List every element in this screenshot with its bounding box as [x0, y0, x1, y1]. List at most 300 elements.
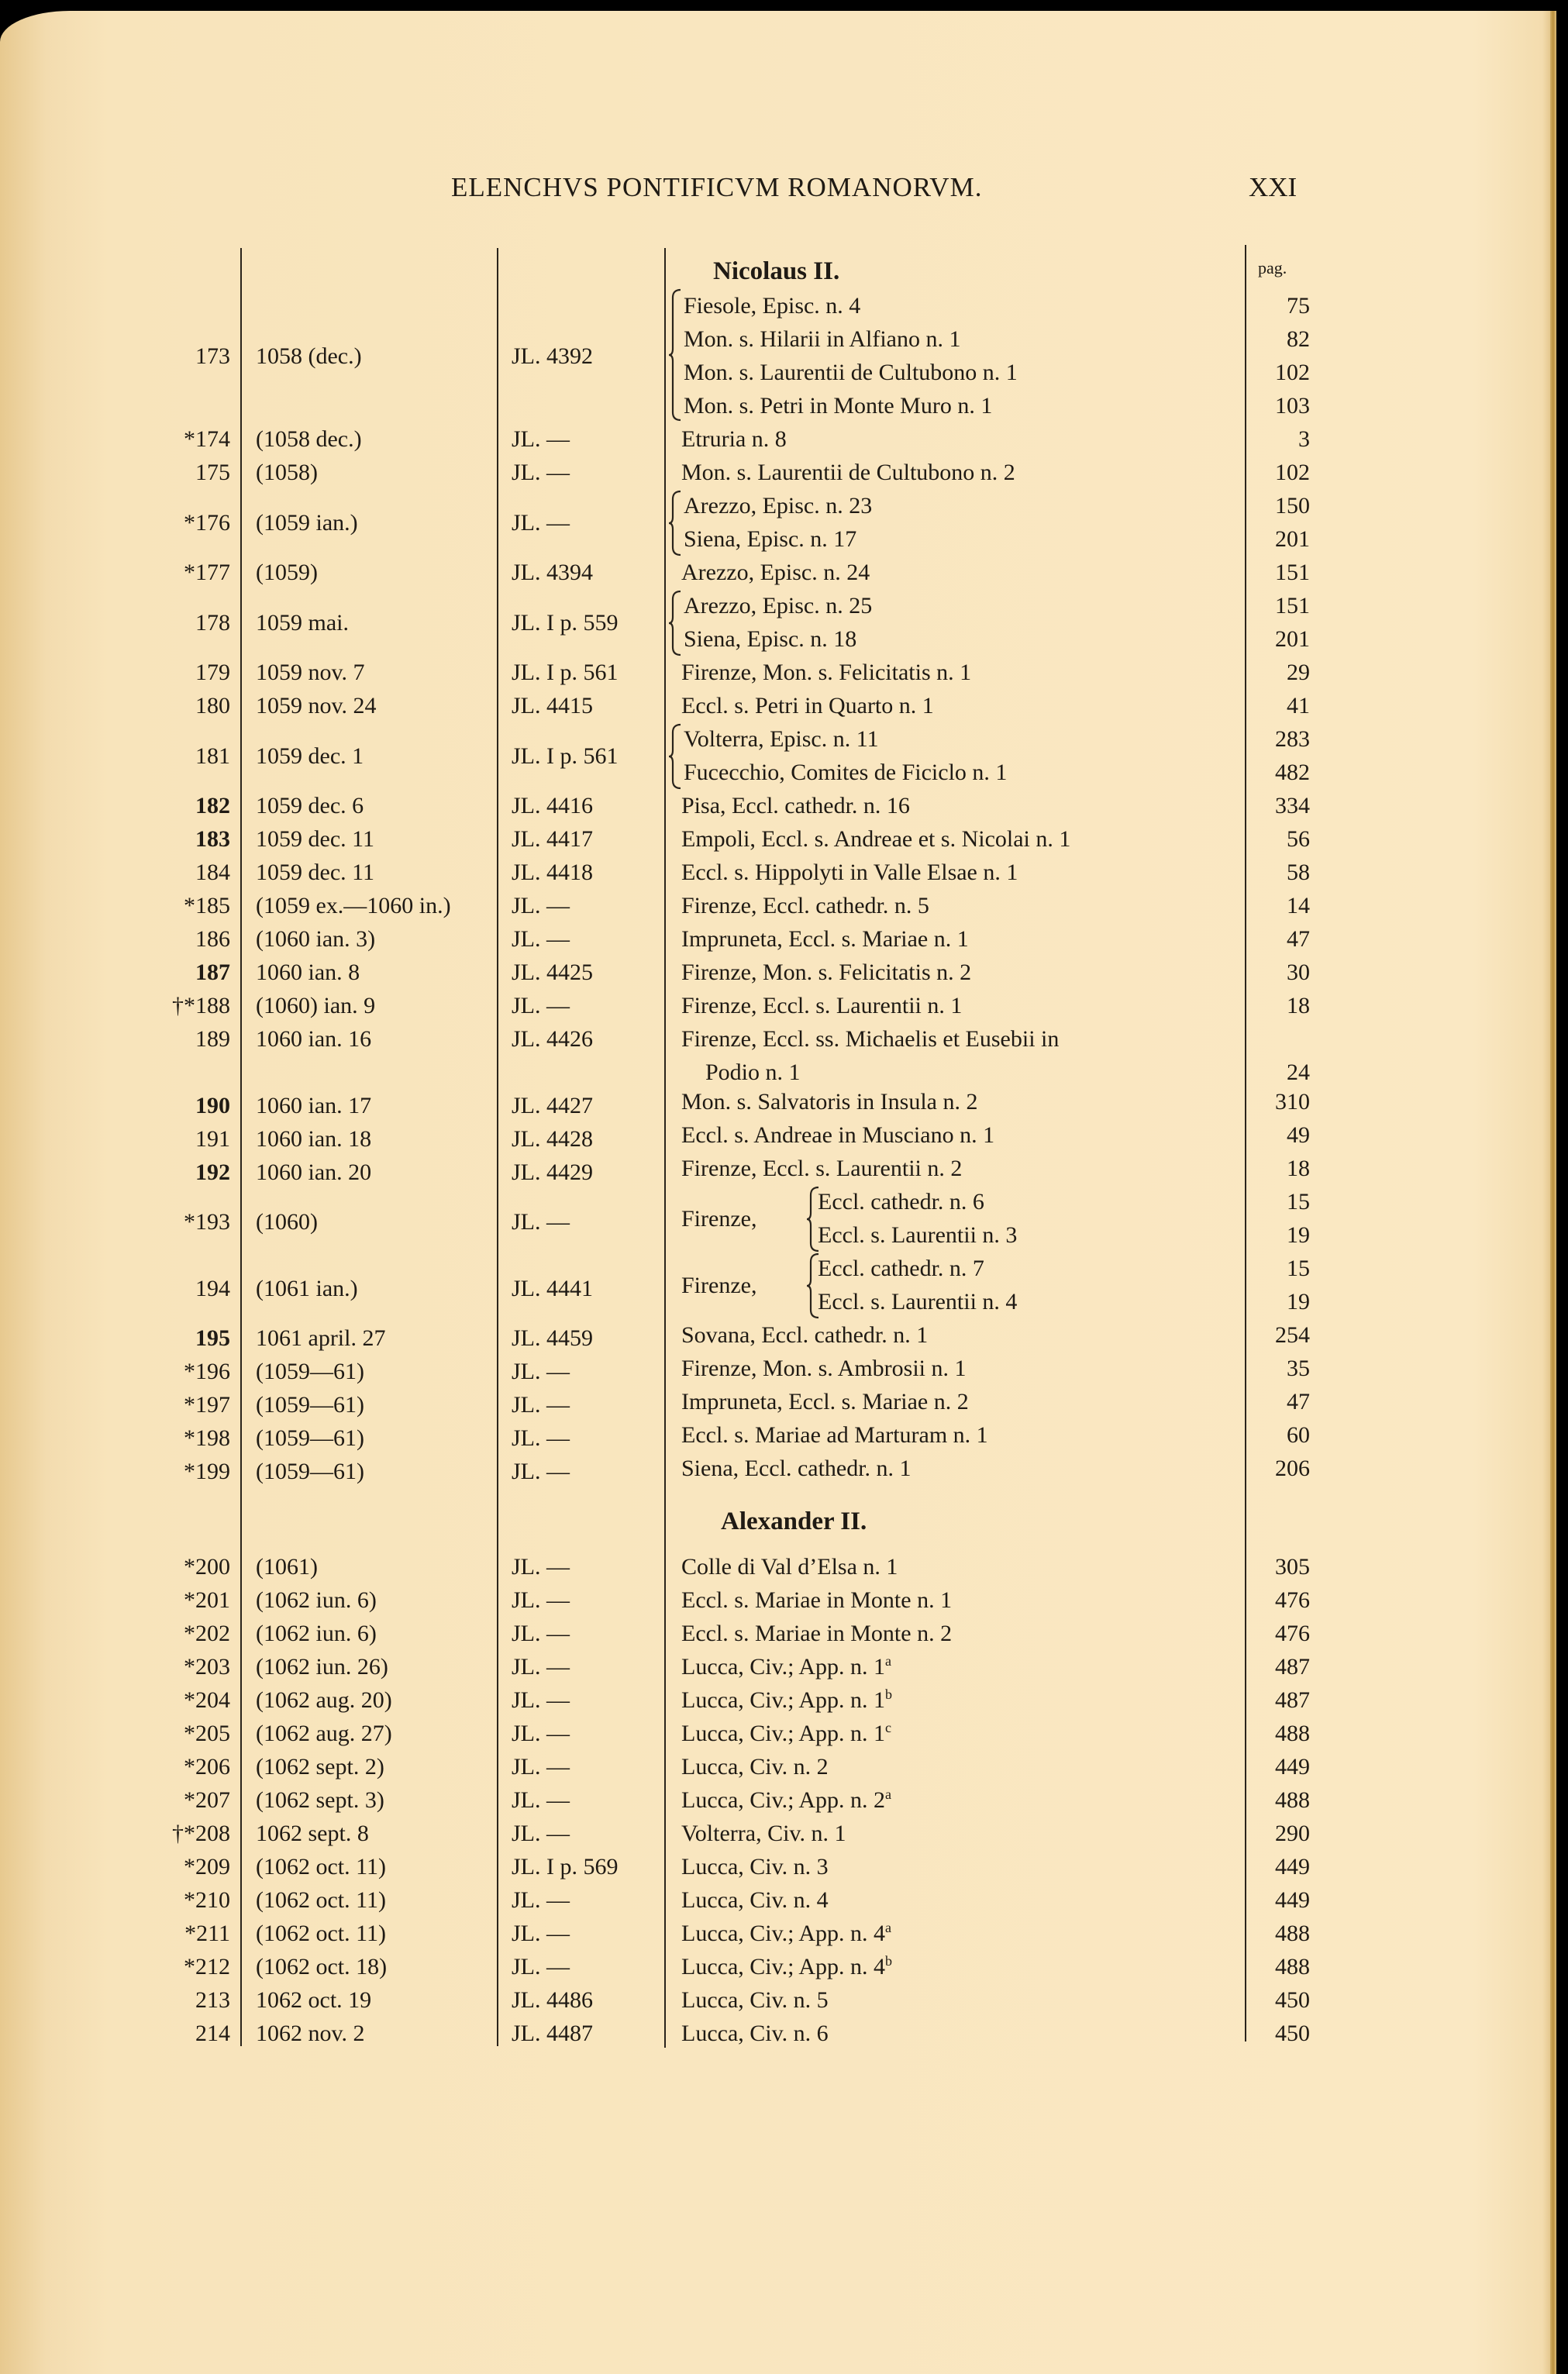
- page-reference: 201: [1275, 526, 1310, 552]
- archive-entry-text: Firenze, Mon. s. Ambrosii n. 1: [681, 1356, 967, 1381]
- page-reference: 103: [1275, 393, 1310, 419]
- archive-entry-text: Pisa, Eccl. cathedr. n. 16: [681, 793, 910, 818]
- archive-entry: [681, 1687, 892, 1714]
- archive-entry-text: Lucca, Civ.; App. n. 4: [681, 1921, 886, 1946]
- archive-entry-text: Eccl. s. Mariae ad Marturam n. 1: [681, 1422, 988, 1448]
- archive-entry: [681, 1621, 952, 1647]
- archive-entry-text: Mon. s. Laurentii de Cultubono n. 1: [684, 360, 1018, 385]
- archive-entry-text: Eccl. cathedr. n. 6: [818, 1189, 984, 1215]
- regest-date: (1062 oct. 11): [256, 1887, 387, 1913]
- page-reference: 58: [1287, 860, 1310, 885]
- jaffe-reference: JL. 4415: [512, 693, 593, 718]
- jaffe-reference: JL. 4428: [512, 1126, 593, 1152]
- regest-number: 189: [195, 1026, 230, 1052]
- archive-entry-text: Volterra, Civ. n. 1: [681, 1821, 846, 1846]
- archive-entry-text: Eccl. s. Laurentii n. 4: [818, 1289, 1018, 1314]
- regest-number: 213: [195, 1987, 230, 2013]
- archive-entry-text: Firenze, Eccl. cathedr. n. 5: [681, 893, 929, 918]
- archive-entry-text: Mon. s. Petri in Monte Muro n. 1: [684, 393, 993, 419]
- archive-entry: [681, 926, 969, 953]
- regest-number: *212: [184, 1954, 230, 1979]
- footnote-letter: b: [885, 1687, 893, 1702]
- regest-number: *207: [184, 1787, 230, 1813]
- regest-date: 1059 dec. 1: [256, 743, 364, 769]
- regest-date: (1059): [256, 560, 318, 585]
- archive-entry-text: Siena, Episc. n. 17: [684, 526, 857, 552]
- regest-number: 187: [195, 960, 230, 985]
- regest-number: *174: [184, 426, 230, 452]
- page-reference: 29: [1287, 660, 1310, 685]
- regest-number: 214: [195, 2021, 230, 2046]
- jaffe-reference: JL. I p. 569: [512, 1854, 619, 1880]
- archive-entry-text: Sovana, Eccl. cathedr. n. 1: [681, 1322, 929, 1348]
- regest-date: (1062 oct. 11): [256, 1921, 387, 1946]
- regest-number: *193: [184, 1209, 230, 1235]
- regest-number: *185: [184, 893, 230, 918]
- page-reference: 488: [1275, 1787, 1310, 1813]
- page-reference: 47: [1287, 1389, 1310, 1414]
- running-title: ELENCHVS PONTIFICVM ROMANORVM.: [451, 172, 983, 202]
- jaffe-reference: JL. 4441: [512, 1276, 593, 1301]
- regest-number: 179: [195, 660, 230, 685]
- page-reference: 334: [1275, 793, 1310, 818]
- archive-entry: [681, 1089, 978, 1115]
- archive-entry: [681, 560, 870, 586]
- archive-entry: [681, 1954, 892, 1980]
- page-reference: 18: [1287, 1156, 1310, 1181]
- page-reference: 24: [1287, 1060, 1310, 1085]
- page-reference: 488: [1275, 1921, 1310, 1946]
- regest-date: (1062 sept. 3): [256, 1787, 384, 1813]
- jaffe-reference: JL. —: [512, 1392, 570, 1418]
- archive-entry-text: Eccl. s. Andreae in Musciano n. 1: [681, 1122, 995, 1148]
- regest-date: (1059 ian.): [256, 510, 358, 536]
- regest-number: *198: [184, 1425, 230, 1451]
- page-reference: 449: [1275, 1854, 1310, 1880]
- archive-entry: [681, 1921, 891, 1947]
- footnote-letter: a: [885, 1920, 892, 1935]
- archive-entry: [684, 526, 856, 553]
- jaffe-reference: JL. 4426: [512, 1026, 593, 1052]
- archive-entry-text: Arezzo, Episc. n. 23: [684, 493, 873, 519]
- regest-date: (1059—61): [256, 1359, 364, 1384]
- archive-entry-text: Colle di Val d’Elsa n. 1: [681, 1554, 898, 1580]
- page-reference: 476: [1275, 1621, 1310, 1646]
- page-reference: 18: [1287, 993, 1310, 1018]
- jaffe-reference: JL. —: [512, 1754, 570, 1780]
- jaffe-reference: JL. —: [512, 1787, 570, 1813]
- archive-entry-text: Volterra, Episc. n. 11: [684, 726, 879, 752]
- archive-entry-text: Mon. s. Salvatoris in Insula n. 2: [681, 1089, 978, 1115]
- jaffe-reference: JL. 4429: [512, 1159, 593, 1185]
- column-rule-jl: [664, 248, 666, 2048]
- archive-entry: [818, 1222, 1017, 1249]
- archive-entry-text: Eccl. s. Mariae in Monte n. 1: [681, 1587, 953, 1613]
- page-reference: 482: [1275, 760, 1310, 785]
- archive-entry-text: Eccl. s. Hippolyti in Valle Elsae n. 1: [681, 860, 1018, 885]
- regest-date: (1060 ian. 3): [256, 926, 376, 952]
- page-reference: 476: [1275, 1587, 1310, 1613]
- page-reference: 201: [1275, 626, 1310, 652]
- jaffe-reference: JL. —: [512, 1654, 570, 1680]
- archive-entry-text: Lucca, Civ.; App. n. 1: [681, 1721, 886, 1746]
- regest-number: 192: [195, 1159, 230, 1185]
- page-reference: 102: [1275, 460, 1310, 485]
- archive-entry-text: Arezzo, Episc. n. 25: [684, 593, 873, 618]
- jaffe-reference: JL. I p. 559: [512, 610, 619, 636]
- archive-entry: [681, 960, 971, 986]
- page-reference: 102: [1275, 360, 1310, 385]
- archive-entry: [681, 693, 934, 719]
- archive-entry: [681, 893, 929, 919]
- regest-number: *206: [184, 1754, 230, 1780]
- page-reference: 3: [1298, 426, 1310, 452]
- archive-entry-text: Lucca, Civ.; App. n. 1: [681, 1687, 886, 1713]
- archive-entry: [681, 660, 971, 686]
- archive-entry-text: Impruneta, Eccl. s. Mariae n. 1: [681, 926, 969, 952]
- archive-entry: [681, 1754, 829, 1780]
- archive-entry: [681, 1787, 891, 1814]
- regest-number: *210: [184, 1887, 230, 1913]
- regest-number: *201: [184, 1587, 230, 1613]
- page-reference: 449: [1275, 1887, 1310, 1913]
- regest-number: *199: [184, 1459, 230, 1484]
- pontiff-heading: Alexander II.: [721, 1507, 867, 1535]
- page-reference: 19: [1287, 1222, 1310, 1248]
- regest-date: 1060 ian. 18: [256, 1126, 372, 1152]
- archive-entry-text: Firenze, Eccl. s. Laurentii n. 1: [681, 993, 963, 1018]
- page-reference: 35: [1287, 1356, 1310, 1381]
- page-reference: 150: [1275, 493, 1310, 519]
- page-reference: 450: [1275, 1987, 1310, 2013]
- jaffe-reference: JL. —: [512, 1621, 570, 1646]
- regest-date: (1062 oct. 11): [256, 1854, 387, 1880]
- archive-entry-text: Firenze, Eccl. s. Laurentii n. 2: [681, 1156, 963, 1181]
- jaffe-reference: JL. —: [512, 1954, 570, 1979]
- regest-date: 1062 oct. 19: [256, 1987, 372, 2013]
- archive-entry: [818, 1289, 1017, 1315]
- archive-entry: [681, 1654, 891, 1680]
- jaffe-reference: JL. —: [512, 1921, 570, 1946]
- archive-entry-text: Firenze, Mon. s. Felicitatis n. 1: [681, 660, 972, 685]
- archive-entry-text: Siena, Episc. n. 18: [684, 626, 857, 652]
- jaffe-reference: JL. —: [512, 1459, 570, 1484]
- regest-number: 184: [195, 860, 230, 885]
- page-reference: 47: [1287, 926, 1310, 952]
- footnote-letter: a: [885, 1787, 892, 1802]
- page-reference: 290: [1275, 1821, 1310, 1846]
- curly-brace-icon: [668, 590, 684, 660]
- archive-entry-text: Fucecchio, Comites de Ficiclo n. 1: [684, 760, 1008, 785]
- regest-number: *197: [184, 1392, 230, 1418]
- regest-number: 181: [195, 743, 230, 769]
- regest-date: (1060) ian. 9: [256, 993, 376, 1018]
- jaffe-reference: JL. —: [512, 1554, 570, 1580]
- regest-number: *205: [184, 1721, 230, 1746]
- archive-entry: [681, 1389, 969, 1415]
- regest-date: 1060 ian. 17: [256, 1093, 372, 1118]
- regest-date: (1060): [256, 1209, 318, 1235]
- page-reference: 488: [1275, 1721, 1310, 1746]
- archive-entry-text: Firenze, Eccl. ss. Michaelis et Eusebii in: [681, 1026, 1060, 1052]
- regest-number: *200: [184, 1554, 230, 1580]
- jaffe-reference: JL. —: [512, 460, 570, 485]
- regest-date: 1062 sept. 8: [256, 1821, 369, 1846]
- regest-date: 1060 ian. 16: [256, 1026, 372, 1052]
- regest-date: (1062 sept. 2): [256, 1754, 384, 1780]
- jaffe-reference: JL. —: [512, 926, 570, 952]
- jaffe-reference: JL. —: [512, 1425, 570, 1451]
- jaffe-reference: JL. 4392: [512, 343, 593, 369]
- archive-entry: [681, 1156, 962, 1182]
- page-reference: 206: [1275, 1456, 1310, 1481]
- jaffe-reference: JL. I p. 561: [512, 743, 619, 769]
- archive-entry: [684, 726, 879, 753]
- jaffe-reference: JL. —: [512, 993, 570, 1018]
- page-reference: 14: [1287, 893, 1310, 918]
- page-reference: 49: [1287, 1122, 1310, 1148]
- archive-entry: [681, 1322, 928, 1349]
- jaffe-reference: JL. I p. 561: [512, 660, 619, 685]
- curly-brace-icon: [806, 1186, 822, 1256]
- regest-date: 1059 nov. 7: [256, 660, 365, 685]
- jaffe-reference: JL. 4425: [512, 960, 593, 985]
- page-reference: 450: [1275, 2021, 1310, 2046]
- jaffe-reference: JL. 4459: [512, 1325, 593, 1351]
- archive-entry: [681, 1854, 829, 1880]
- page-reference: 305: [1275, 1554, 1310, 1580]
- archive-entry: [681, 1422, 988, 1449]
- regest-date: 1060 ian. 8: [256, 960, 360, 985]
- archive-entry: [684, 760, 1007, 786]
- regest-number: 183: [195, 826, 230, 852]
- archive-entry: [681, 1721, 891, 1747]
- regest-number: *203: [184, 1654, 230, 1680]
- regest-date: (1062 iun. 26): [256, 1654, 388, 1680]
- page-reference: 75: [1287, 293, 1310, 319]
- archive-entry: [684, 593, 872, 619]
- page-reference: 254: [1275, 1322, 1310, 1348]
- regest-date: (1059—61): [256, 1459, 364, 1484]
- jaffe-reference: JL. —: [512, 1887, 570, 1913]
- pag-column-header: pag.: [1258, 258, 1287, 277]
- regest-date: (1058 dec.): [256, 426, 362, 452]
- archive-entry: [684, 393, 992, 419]
- archive-entry: [681, 1356, 967, 1382]
- archive-entry: [705, 1060, 801, 1086]
- regest-date: (1059 ex.—1060 in.): [256, 893, 451, 918]
- regest-number: *209: [184, 1854, 230, 1880]
- regest-date: 1059 dec. 11: [256, 826, 375, 852]
- jaffe-reference: JL. 4394: [512, 560, 593, 585]
- place-group-label: Firenze,: [681, 1206, 757, 1232]
- regest-number: 194: [195, 1276, 230, 1301]
- regest-number: 173: [195, 343, 230, 369]
- regest-number: *204: [184, 1687, 230, 1713]
- archive-entry-text: Podio n. 1: [705, 1060, 801, 1085]
- regest-number: 182: [195, 793, 230, 818]
- archive-entry-text: Lucca, Civ.; App. n. 2: [681, 1787, 886, 1813]
- archive-entry-text: Firenze, Mon. s. Felicitatis n. 2: [681, 960, 972, 985]
- archive-entry: [681, 460, 1015, 486]
- regest-date: 1058 (dec.): [256, 343, 362, 369]
- regest-date: (1059—61): [256, 1425, 364, 1451]
- regest-date: (1058): [256, 460, 318, 485]
- jaffe-reference: JL. —: [512, 1359, 570, 1384]
- page-reference: 15: [1287, 1189, 1310, 1215]
- archive-entry: [818, 1189, 984, 1215]
- archive-entry-text: Eccl. s. Laurentii n. 3: [818, 1222, 1018, 1248]
- archive-entry-text: Lucca, Civ. n. 4: [681, 1887, 829, 1913]
- archive-entry: [681, 1987, 829, 2014]
- archive-entry-text: Eccl. s. Mariae in Monte n. 2: [681, 1621, 953, 1646]
- archive-entry: [681, 826, 1070, 853]
- archive-entry-text: Eccl. s. Petri in Quarto n. 1: [681, 693, 934, 718]
- jaffe-reference: JL. 4417: [512, 826, 593, 852]
- curly-brace-icon: [806, 1252, 822, 1322]
- archive-entry: [681, 1026, 1059, 1053]
- regest-number: 180: [195, 693, 230, 718]
- regest-date: (1062 aug. 27): [256, 1721, 392, 1746]
- archive-entry-text: Impruneta, Eccl. s. Mariae n. 2: [681, 1389, 969, 1414]
- page-reference: 488: [1275, 1954, 1310, 1979]
- jaffe-reference: JL. —: [512, 426, 570, 452]
- archive-entry: [681, 426, 787, 453]
- archive-entry: [684, 626, 856, 653]
- archive-entry-text: Mon. s. Hilarii in Alfiano n. 1: [684, 326, 961, 352]
- regest-number: *177: [184, 560, 230, 585]
- archive-entry: [681, 793, 910, 819]
- archive-entry-text: Lucca, Civ. n. 3: [681, 1854, 829, 1880]
- archive-entry-text: Arezzo, Episc. n. 24: [681, 560, 870, 585]
- archive-entry: [681, 1456, 912, 1482]
- jaffe-reference: JL. 4487: [512, 2021, 593, 2046]
- page-reference: 283: [1275, 726, 1310, 752]
- jaffe-reference: JL. 4427: [512, 1093, 593, 1118]
- archive-entry-text: Siena, Eccl. cathedr. n. 1: [681, 1456, 912, 1481]
- archive-entry-text: Lucca, Civ.; App. n. 1: [681, 1654, 886, 1680]
- regest-date: 1061 april. 27: [256, 1325, 386, 1351]
- page-reference: 30: [1287, 960, 1310, 985]
- page-reference: 487: [1275, 1687, 1310, 1713]
- jaffe-reference: JL. —: [512, 1721, 570, 1746]
- jaffe-reference: JL. —: [512, 1687, 570, 1713]
- archive-entry-text: Lucca, Civ. n. 2: [681, 1754, 829, 1780]
- page-reference: 56: [1287, 826, 1310, 852]
- jaffe-reference: JL. —: [512, 1587, 570, 1613]
- archive-entry: [681, 1587, 952, 1614]
- regest-date: (1062 iun. 6): [256, 1587, 377, 1613]
- archive-entry: [681, 860, 1018, 886]
- column-rule-number: [240, 248, 242, 2046]
- jaffe-reference: JL. —: [512, 1209, 570, 1235]
- regest-date: 1059 mai.: [256, 610, 349, 636]
- column-rule-date: [497, 248, 498, 2046]
- regest-date: (1059—61): [256, 1392, 364, 1418]
- page-reference: 151: [1275, 560, 1310, 585]
- regest-number: 191: [195, 1126, 230, 1152]
- regest-number: *202: [184, 1621, 230, 1646]
- regest-number: 195: [195, 1325, 230, 1351]
- page-folio: XXI: [1249, 172, 1297, 202]
- jaffe-reference: JL. 4486: [512, 1987, 593, 2013]
- page-reference: 41: [1287, 693, 1310, 718]
- archive-entry: [681, 1821, 846, 1847]
- archive-entry: [681, 1122, 994, 1149]
- regest-number: †*208: [172, 1821, 230, 1846]
- archive-entry-text: Mon. s. Laurentii de Cultubono n. 2: [681, 460, 1015, 485]
- archive-entry: [681, 993, 962, 1019]
- pontiff-heading: Nicolaus II.: [713, 257, 840, 285]
- jaffe-reference: JL. 4416: [512, 793, 593, 818]
- regest-number: *211: [184, 1921, 230, 1946]
- jaffe-reference: JL. —: [512, 510, 570, 536]
- footnote-letter: a: [885, 1653, 892, 1669]
- archive-entry-text: Fiesole, Episc. n. 4: [684, 293, 861, 319]
- regest-number: 175: [195, 460, 230, 485]
- regest-number: 178: [195, 610, 230, 636]
- archive-entry-text: Eccl. cathedr. n. 7: [818, 1256, 984, 1281]
- regest-date: 1059 nov. 24: [256, 693, 377, 718]
- archive-entry-text: Lucca, Civ.; App. n. 4: [681, 1954, 886, 1979]
- archive-entry-text: Lucca, Civ. n. 5: [681, 1987, 829, 2013]
- archive-entry: [681, 2021, 829, 2047]
- regest-date: 1059 dec. 6: [256, 793, 364, 818]
- archive-entry: [684, 493, 872, 519]
- regest-date: 1062 nov. 2: [256, 2021, 365, 2046]
- page-reference: 60: [1287, 1422, 1310, 1448]
- regest-number: 190: [195, 1093, 230, 1118]
- regest-number: †*188: [172, 993, 230, 1018]
- page-reference: 449: [1275, 1754, 1310, 1780]
- archive-entry: [684, 360, 1018, 386]
- page-reference: 487: [1275, 1654, 1310, 1680]
- regest-date: (1062 aug. 20): [256, 1687, 392, 1713]
- archive-entry: [818, 1256, 984, 1282]
- regest-number: *176: [184, 510, 230, 536]
- page-reference: 15: [1287, 1256, 1310, 1281]
- archive-entry-text: Lucca, Civ. n. 6: [681, 2021, 829, 2046]
- regest-date: (1062 oct. 18): [256, 1954, 388, 1979]
- footnote-letter: c: [885, 1720, 892, 1735]
- archive-entry: [684, 326, 960, 353]
- regest-date: (1061): [256, 1554, 318, 1580]
- jaffe-reference: JL. —: [512, 893, 570, 918]
- regest-date: (1062 iun. 6): [256, 1621, 377, 1646]
- place-group-label: Firenze,: [681, 1273, 757, 1298]
- archive-entry: [681, 1554, 898, 1580]
- regest-number: *196: [184, 1359, 230, 1384]
- page-reference: 310: [1275, 1089, 1310, 1115]
- page-reference: 82: [1287, 326, 1310, 352]
- page-reference: 151: [1275, 593, 1310, 618]
- footnote-letter: b: [885, 1953, 893, 1969]
- curly-brace-icon: [668, 723, 684, 793]
- curly-brace-icon: [668, 288, 684, 425]
- page-edge: [1550, 11, 1556, 2374]
- page-reference: 19: [1287, 1289, 1310, 1314]
- regest-date: 1060 ian. 20: [256, 1159, 372, 1185]
- archive-entry: [684, 293, 860, 319]
- archive-entry-text: Etruria n. 8: [681, 426, 787, 452]
- regest-date: 1059 dec. 11: [256, 860, 375, 885]
- archive-entry: [681, 1887, 829, 1914]
- jaffe-reference: JL. —: [512, 1821, 570, 1846]
- archive-entry-text: Empoli, Eccl. s. Andreae et s. Nicolai n. 1: [681, 826, 1071, 852]
- jaffe-reference: JL. 4418: [512, 860, 593, 885]
- regest-number: 186: [195, 926, 230, 952]
- regest-date: (1061 ian.): [256, 1276, 358, 1301]
